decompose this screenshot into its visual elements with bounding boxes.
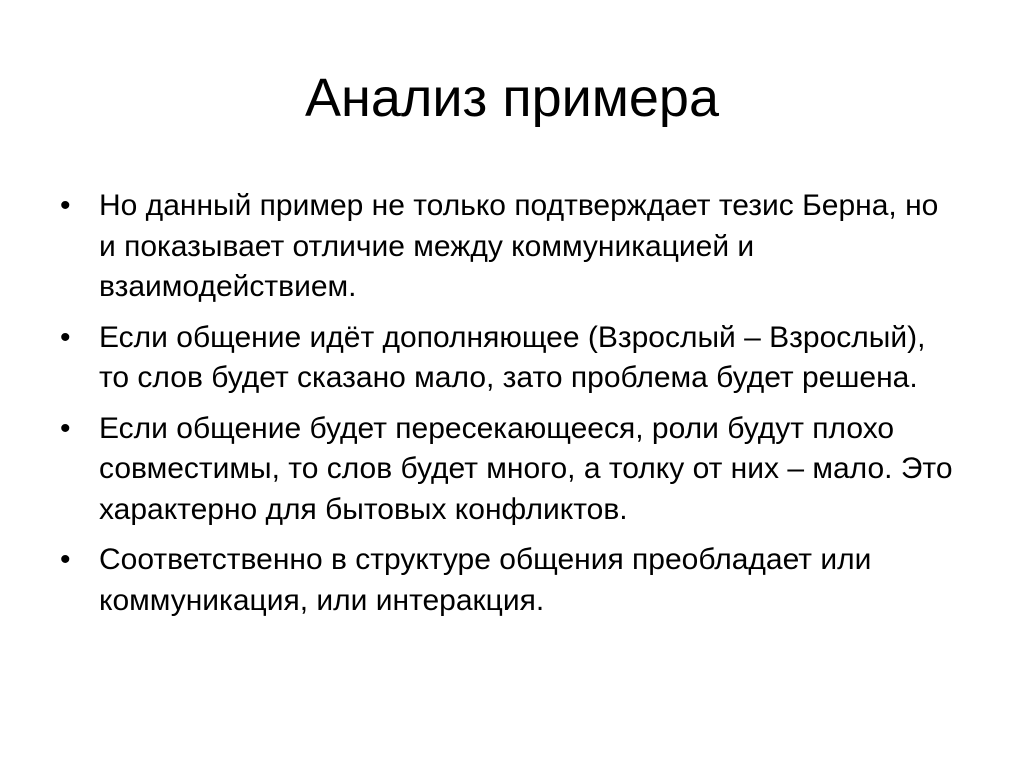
bullet-dot-icon: • (60, 411, 71, 445)
bullet-dot-icon: • (60, 189, 71, 222)
bullet-text: Но данный пример не только подтверждает тезис Берна, но и показывает отличие между коммуникацией и взаимодействием. (99, 189, 939, 303)
bullet-list (60, 186, 960, 631)
slide-title: Анализ примера (305, 68, 719, 128)
bullet-item (60, 186, 960, 308)
bullet-text: Соответственно в структуре общения преобладает или коммуникация, или интеракция. (99, 543, 872, 617)
bullet-text: Если общение идёт дополняющее (Взрослый – Взрослый), то слов будет сказано мало, зато проблема будет решена. (99, 320, 926, 394)
bullet-text: Если общение будет пересекающееся, роли будут плохо совместимы, то слов будет много, а толку от них – мало. Это характерно для бытовых конфликтов. (99, 411, 953, 526)
bullet-item (60, 409, 960, 531)
bullet-dot-icon: • (60, 543, 71, 576)
bullet-item (60, 318, 960, 399)
bullet-item (60, 540, 960, 621)
bullet-dot-icon: • (60, 320, 71, 354)
